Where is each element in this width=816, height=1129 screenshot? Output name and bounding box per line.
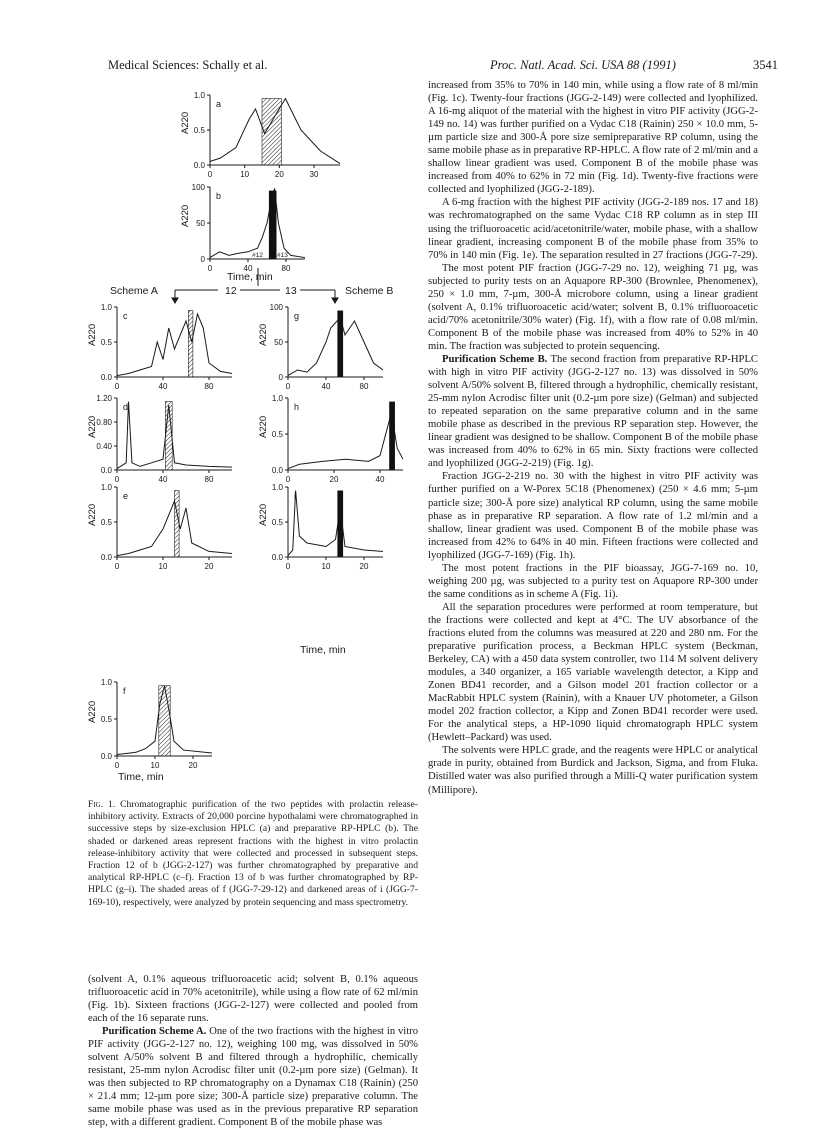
chromatogram-panel-g [258, 303, 383, 391]
panel-f-xtick-label: 10 [150, 761, 160, 770]
panel-d-ytick-label: 0.80 [96, 418, 112, 427]
panel-e-ytick-label: 0.5 [100, 518, 112, 527]
panel-i-xtick-label: 0 [285, 562, 291, 571]
right-column [428, 79, 758, 797]
scheme-b-text: The second fraction from preparative RP-HPLC with high in vitro PIF activity (JGG-2-127 no. 13) was dissolved in 50% solvent A/50% solvent B, filtered through a hydrophilic, chemically resistant, 25-mm nylon Acrodisc filter unit (0.2-µm pore size) (Gelman) and subjected to repeated separation on the same preparative column and in the same mobile phase as described in the previous RP separation step. However, the linear gradient was designed to be shallow. Component B of the mobile phase was increased from 40% to 62% in 65 min. Sixty fractions were collected and lyophilized (JGG-2-219) (Fig. 1g). [428, 353, 758, 470]
panel-g-xtick-label: 40 [321, 382, 331, 391]
panel-b-active-fraction [269, 191, 277, 259]
panel-b-ytick-label: 100 [191, 183, 205, 192]
panel-d-trace [117, 402, 232, 469]
chromatogram-panel-b [180, 183, 305, 273]
panel-d-ytick-label: 1.20 [96, 394, 112, 403]
left-paragraph-1: (solvent A, 0.1% aqueous trifluoroacetic acid; solvent B, 0.1% aqueous trifluoroacetic acid in 70% acetonitrile), while using a flow rate of 62 ml/min (Fig. 1b). Sixteen fractions (JGG-2-127) were collected and pooled from each of the 16 separate runs. [88, 974, 418, 1025]
panel-g-active-fraction [337, 311, 343, 378]
panel-d-xtick-label: 0 [114, 475, 120, 484]
xlabel-panel-b: Time, min [227, 271, 273, 283]
panel-f-ytick-label: 0.5 [100, 715, 112, 724]
panel-a-ylabel: A220 [180, 111, 191, 134]
right-paragraph-2: A 6-mg fraction with the highest PIF activity (JGG-2-189 nos. 17 and 18) was rechromatographed on the same Vydac C18 RP column as in step III using the trifluoroacetic acid/acetonitrile/water, mobile phase, with a shallow linear gradient, increasing component B of the mobile phase from 35% to 70% in 140 min (Fig. 1e). The separation resulted in 27 fractions (JGG-7-29). [428, 197, 758, 261]
panel-c-xtick-label: 80 [204, 382, 214, 391]
panel-c-ytick-label: 1.0 [100, 303, 112, 312]
panel-g-ytick-label: 100 [269, 303, 283, 312]
panel-e-xtick-label: 20 [204, 562, 214, 571]
xlabel-panel-i: Time, min [300, 644, 346, 656]
branch-12-label: 12 [225, 285, 237, 297]
panel-g-xtick-label: 0 [285, 382, 291, 391]
panel-c-xtick-label: 0 [114, 382, 120, 391]
panel-d-active-fraction [165, 402, 172, 470]
left-column-lower [88, 973, 418, 1025]
panel-c-xtick-label: 40 [158, 382, 168, 391]
panel-c-ytick-label: 0.5 [100, 338, 112, 347]
branch-13-label: 13 [285, 285, 297, 297]
panel-b-xtick-label: 40 [243, 264, 253, 273]
panel-h-xtick-label: 40 [375, 475, 385, 484]
panel-g-trace [288, 318, 383, 376]
panel-f-ytick-label: 0.0 [100, 752, 112, 761]
figure-caption-label: Fig. 1. [88, 799, 116, 810]
chromatogram-panel-c [87, 303, 232, 391]
panel-d-ylabel: A220 [87, 415, 98, 438]
panel-e-ytick-label: 0.0 [100, 553, 112, 562]
panel-b-xtick-label: 0 [207, 264, 213, 273]
panel-f-xtick-label: 20 [188, 761, 198, 770]
panel-f-ylabel: A220 [87, 700, 98, 723]
panel-b-ytick-label: 0 [200, 255, 205, 264]
panel-d-xtick-label: 80 [204, 475, 214, 484]
panel-i-ylabel: A220 [258, 503, 269, 526]
panel-g-ytick-label: 50 [274, 338, 283, 347]
panel-e-ylabel: A220 [87, 503, 98, 526]
chromatogram-panel-e [87, 483, 232, 571]
panel-e-letter: e [123, 491, 129, 501]
scheme-a-label: Scheme A [110, 285, 158, 297]
panel-h-ytick-label: 1.0 [271, 394, 283, 403]
panel-a-xtick-label: 30 [309, 170, 319, 179]
panel-f-ytick-label: 1.0 [100, 678, 112, 687]
chromatogram-panel-h [258, 394, 403, 484]
right-paragraph-7: All the separation procedures were performed at room temperature, but the fractions were collected and kept at 4°C. The UV absorbance of the fractions eluted from the columns was measured at 220 and 280 nm. For the preparative purification process, a Beckman HPLC system (Beckman, Berkeley, CA) with a 450 data system controller, two 114 M solvent delivery modules, a 340 organizer, a 165 variable wavelength detector, a Kipp and Zonen BD41 recorder, and a Gilson model 201 fraction collector or a MacRabbit HPLC system (Rainin), with a Knauer UV photometer, a Gilson model 202 fraction collector, a Kipp and Zonen BD41 recorder were used. For the analytical steps, a HP-1090 liquid chromatograph HPLC system (Hewlett–Packard) was used. [428, 601, 758, 744]
panel-f-xtick-label: 0 [114, 761, 120, 770]
panel-h-ylabel: A220 [258, 415, 269, 438]
chromatogram-panel-i [258, 483, 383, 571]
panel-b-ylabel: A220 [180, 204, 191, 227]
scheme-b-label: Scheme B [345, 285, 394, 297]
panel-a-ytick-label: 0.5 [193, 126, 205, 135]
panel-c-trace [117, 314, 232, 376]
panel-g-ylabel: A220 [258, 323, 269, 346]
journal-citation: Proc. Natl. Acad. Sci. USA 88 (1991) [490, 58, 676, 72]
running-header-left: Medical Sciences: Schally et al. [108, 58, 268, 72]
panel-g-ytick-label: 0 [278, 373, 283, 382]
right-paragraph-8: The solvents were HPLC grade, and the reagents were HPLC or analytical grade in purity, obtained from Burdick and Jackson, Sigma, and from Fluka. Distilled water was also purified through a Milli-Q water purification system (Millipore). [428, 745, 758, 796]
panel-e-xtick-label: 0 [114, 562, 120, 571]
panel-i-trace [288, 491, 383, 556]
panel-a-active-fraction [262, 99, 282, 166]
panel-d-ytick-label: 0.0 [100, 466, 112, 475]
panel-a-xtick-label: 20 [274, 170, 284, 179]
panel-i-ytick-label: 1.0 [271, 483, 283, 492]
panel-c-letter: c [123, 311, 128, 321]
panel-g-xtick-label: 80 [359, 382, 369, 391]
panel-i-xtick-label: 20 [359, 562, 369, 571]
panel-h-ytick-label: 0.0 [271, 466, 283, 475]
panel-d-ytick-label: 0.40 [96, 442, 112, 451]
scheme-b-heading: Purification Scheme B. [442, 353, 548, 365]
panel-i-ytick-label: 0.0 [271, 553, 283, 562]
right-paragraph-5: Fraction JGG-2-219 no. 30 with the highest in vitro PIF activity was further purified on a W-Porex 5C18 (Phenomenex) (250 × 4.6 mm; 5-µm particle size; 300-Å pore size) analytical RP column, using the same mobile phase as in preparative RP separation. A flow rate of 1.2 ml/min and a shallow, linear gradient was used. Component B of the mobile phase was increased from 42% to 64% in 40 min. Fifteen fractions were collected and lyophilized (JGG-7-169) (Fig. 1h). [428, 471, 758, 561]
figure-caption-text: Chromatographic purification of the two peptides with prolactin release-inhibitory activity. Extracts of 20,000 porcine hypothalami were chromatographed in successive steps by size-exclusion HPLC (a) and preparative RP-HPLC (b). The shaded or darkened areas represent fractions with the highest in vitro prolactin release-inhibitory activity that were collected and processed in subsequent steps. Fraction 12 of b (JGG-2-127) was further chromatographed by preparative and analytical RP-HPLC (c–f). Fraction 13 of b was further chromatographed by RP-HPLC (g–i). The shaded areas of f (JGG-7-29-12) and darkened areas of i (JGG-7-169-10), respectively, were analyzed by protein sequencing and mass spectrometry. [88, 799, 418, 908]
panel-i-xtick-label: 10 [321, 562, 331, 571]
xlabel-panel-f: Time, min [118, 771, 164, 783]
right-paragraph-3: The most potent PIF fraction (JGG-7-29 no. 12), weighing 71 µg, was subjected to purity tests on an Aquapore RP-300 (Brownlee, Phenomenex), 250 × 1.0 mm, 7-µm, 300-Å microbore column, using a linear gradient (solvent A, 0.1% trifluoroacetic acid/water; solvent B, 0.1% trifluoroacetic acid/70% acetonitrile/30% water) (Fig. 1f), with a flow rate of 0.08 ml/min. Component B of the mobile phase was increased from 40% to 52% in 40 min. The fraction was subjected to protein sequencing. [428, 262, 758, 352]
panel-i-active-fraction [337, 491, 343, 558]
panel-h-xtick-label: 20 [329, 475, 339, 484]
panel-b-letter: b [216, 191, 222, 201]
scheme-a-text: One of the two fractions with the highest in vitro PIF activity (JGG-2-127 no. 12), weighing 100 mg, was dissolved in 50% solvent A/50% solvent B and filtered through a hydrophilic, chemically resistant, 25-mm nylon Acrodisc filter unit (0.2-µm pore size) (Gelman). It was then subjected to RP chromatography on a Dynamax C18 (Rainin) (250 × 21.4 mm; 12-µm pore size; 300-Å particle size) preparative column. The same mobile phase was used as in the previous preparative RP separation step, with a different gradient. Component B of the mobile phase was [88, 1026, 418, 1129]
panel-c-active-fraction [188, 311, 193, 378]
panel-f-active-fraction [159, 686, 170, 756]
panel-a-xtick-label: 10 [240, 170, 250, 179]
page-number: 3541 [753, 58, 778, 72]
panel-c-ytick-label: 0.0 [100, 373, 112, 382]
panel-h-ytick-label: 0.5 [271, 430, 283, 439]
panel-h-letter: h [294, 402, 300, 412]
fraction-12-marker: #12 [252, 252, 263, 259]
panel-h-active-fraction [389, 402, 395, 470]
scheme-a-heading: Purification Scheme A. [102, 1026, 207, 1037]
panel-d-xtick-label: 40 [158, 475, 168, 484]
chromatogram-panel-a [180, 91, 340, 179]
chromatogram-panel-f [87, 678, 212, 770]
panel-a-letter: a [216, 99, 222, 109]
panel-g-letter: g [294, 311, 300, 321]
panel-b-xtick-label: 80 [281, 264, 291, 273]
chromatogram-panel-d [87, 394, 232, 484]
figure-caption [88, 799, 418, 909]
panel-a-ytick-label: 0.0 [193, 161, 205, 170]
panel-e-xtick-label: 10 [158, 562, 168, 571]
panel-a-ytick-label: 1.0 [193, 91, 205, 100]
panel-e-ytick-label: 1.0 [100, 483, 112, 492]
panel-h-trace [288, 412, 403, 468]
figure-1-chromatograms [0, 0, 420, 800]
scheme-a-section [88, 1025, 418, 1129]
right-paragraph-6: The most potent fractions in the PIF bioassay, JGG-7-169 no. 10, weighing 200 µg, was subjected to a purity test on Aquapore RP-300 under the same conditions as in scheme A (Fig. 1i). [428, 562, 758, 600]
panel-f-letter: f [123, 686, 126, 696]
panel-b-ytick-label: 50 [196, 219, 205, 228]
panel-a-xtick-label: 0 [207, 170, 213, 179]
panel-i-letter: i [294, 491, 296, 501]
panel-i-ytick-label: 0.5 [271, 518, 283, 527]
panel-d-letter: d [123, 402, 129, 412]
panel-e-active-fraction [175, 491, 180, 558]
panel-c-ylabel: A220 [87, 323, 98, 346]
right-paragraph-1: increased from 35% to 70% in 140 min, while using a flow rate of 8 ml/min (Fig. 1c). Twenty-four fractions (JGG-2-149) were collected and lyophilized. A 16-mg aliquot of the material with the highest in vitro PIF activity (JGG-2-149 no. 14) was further purified on a Vydac C18 (Rainin) 250 × 10.0 mm, 5-µm particle size and 300-Å pore size semipreparative RP column, using the same mobile phase as in preparative RP-HPLC. A flow rate of 2 ml/min and a shallow linear gradient was used. Component B of the mobile phase was increased from 40% to 62% in 72 min (Fig. 1d). Twenty-five fractions were collected and lyophilized (JGG-2-189). [428, 80, 758, 196]
panel-h-xtick-label: 0 [285, 475, 291, 484]
fraction-13-marker: #13 [277, 252, 288, 259]
panel-b-trace [210, 188, 305, 257]
